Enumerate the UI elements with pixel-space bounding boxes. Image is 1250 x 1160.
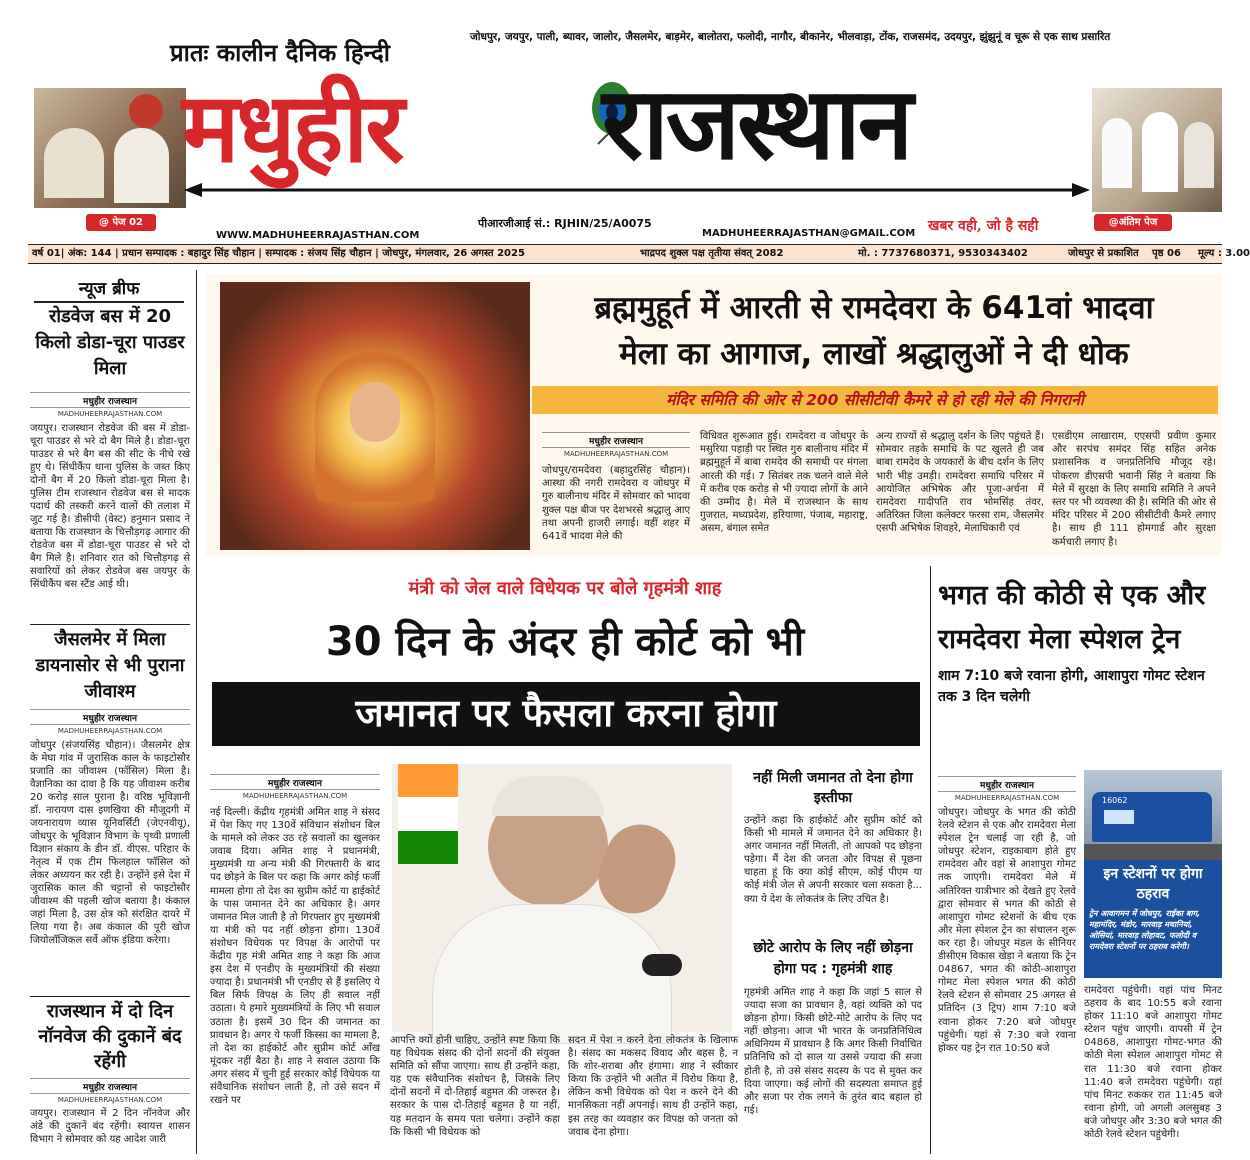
page-count: पृष्ठ 06 — [1152, 248, 1181, 259]
brief-credit: मधुहीर राजस्थान — [30, 1078, 190, 1093]
train-subhead: शाम 7:10 बजे रवाना होगी, आशापुरा गोमट स्टेशन तक 3 दिन चलेगी — [938, 668, 1205, 705]
brief-item — [30, 996, 190, 1145]
masthead-tagline: प्रातः कालीन दैनिक हिन्दी — [170, 38, 390, 67]
side-text-bail: उन्होंने कहा कि हाईकोर्ट और सुप्रीम कोर्ट को किसी भी मामले में जमानत देने का अधिकार है। अगर जमानत नहीं मिलती, तो आपको पद छोड़ना पड़ेगा। मैं देश की जनता और विपक्ष से पूछना चाहता हूं कि क्या कोई सीएम, कोई पीएम या कोई मंत्री जेल से अपनी सरकार चला सकता है... क्या ये देश के लोकतंत्र के लिए उचित है। — [744, 815, 922, 905]
masthead-cities: जोधपुर, जयपुर, पाली, ब्यावर, जालोर, जैसलमेर, बाड़मेर, बालोतरा, फलोदी, नागौर, बीकानेर, भीलवाड़ा, टोंक, राजसमंद, उदयपुर, झुंझुनूं व चूरू से एक साथ प्रसारित — [470, 31, 1111, 43]
lead-web: MADHUHEERRAJASTHAN.COM — [542, 447, 690, 458]
right-masthead-photo — [1092, 88, 1222, 212]
train-photo — [1084, 770, 1222, 860]
brief-column-divider — [196, 270, 197, 1154]
shah-body: सदन में पेश न करने देना लोकतंत्र के खिलाफ है। संसद का मकसद विवाद और बहस है, न कि शोर-शराबा और हंगामा। शाह ने स्वीकार किया कि उन्होंने भी अतीत में विरोध किया है, लेकिन कभी विधेयक को पेश न करने देने की मानसिकता नहीं अपनाई। साथ ही उन्होंने कहा, इस तरह का व्यवहार कर विपक्ष को जनता को जवाब देना होगा। — [568, 1035, 738, 1138]
masthead-title-red: मधुहीर — [182, 72, 402, 184]
masthead-title-black: राजस्थान — [602, 65, 911, 182]
shah-column-1 — [210, 774, 380, 1152]
brief-body: जोधपुर (संजयसिंह चौहान)। जैसलमेर क्षेत्र के मेघा गांव में जुरासिक काल के फाइटोसौर प्रजाति का जीवाश्म (फॉसिल) मिला है। वैज्ञानिका का दावा है कि यह जीवाश्म करीब 20 करोड़ साल पुराना है। वरिष्ठ भूविज्ञानी डॉ. नारायण दास इणखिया की मौजूदगी में जयनारायण व्यास यूनिवर्सिटी (जेएनवीयू), जोधपुर के भूविज्ञान विभाग के पृथ्वी प्रणाली विज्ञान संकाय के डीन डॉ. वीएस. परिहार के नेतृत्व में एक टीम फिलहाल फॉसिल को लेकर अध्ययन कर रही है। उन्होंने इसे देश में जुरासिक काल की चट्टानों से फाइटोसौर जीवाश्म की पहली खोज बताया है। कंकाल जहां मिला है, उस क्षेत्र को संरक्षित दायरे में लिया गया है। अब कंकाल की पूरी खोज जियोलॉजिकल सर्वे ऑफ इंडिया करेगा। — [30, 740, 190, 946]
lead-headline-1[interactable]: ब्रह्ममुहूर्त में आरती से रामदेवरा के 641वां भादवा — [594, 290, 1154, 326]
last-page-badge[interactable]: @अंतिम पेज — [1094, 214, 1172, 231]
lead-body: एसडीएम लाखाराम, एएसपी प्रवीण कुमार और सरपंच समंदर सिंह सहित अनेक प्रशासनिक व जनप्रतिनिधि मौजूद रहे। पोकरण डीएसपी भवानी सिंह ने बताया कि मेले में सुरक्षा के लिए समाधि समिति ने अपने स्तर पर भी व्यवस्था की है। समिति की ओर से मंदिर परिसर में 200 सीसीटीवी कैमरे लगाए है। साथ ही 111 होमगार्ड और सुरक्षा कर्मचारी लगाए है। — [1052, 431, 1216, 548]
brief-credit: मधुहीर राजस्थान — [30, 709, 190, 724]
train-story — [938, 574, 1222, 1154]
microphone-icon — [642, 954, 682, 976]
train-column-1 — [938, 776, 1076, 1146]
shah-headline-1[interactable]: 30 दिन के अंदर ही कोर्ट को भी — [325, 619, 805, 665]
shah-kicker: मंत्री को जेल वाले विधेयक पर बोले गृहमंत्री शाह — [408, 578, 722, 599]
shah-body: नई दिल्ली। केंद्रीय गृहमंत्री अमित शाह ने संसद में पेश किए गए 130वें संविधान संशोधन बिल के मामले को लेकर उठ रहे सवालों का खुलकर जवाब दिया। अमित शाह ने प्रधानमंत्री, मुख्यमंत्री या अन्य मंत्री की गिरफ्तारी के बाद पद छोड़ने के बिल पर कहा कि अगर कोई फर्जी मामला होगा तो देश का सुप्रीम कोर्ट या हाईकोर्ट के पास जमानत देने का अधिकार है। अगर जमानत मिल जाती है तो गिरफ्तार हुए मुख्यमंत्री या मंत्री को पद नहीं छोड़ना होगा। 130वें संशोधन विधेयक पर विपक्ष के आरोपों पर केंद्रीय गृह मंत्री अमित शाह ने कहा कि आज इस देश में एनडीए के मुख्यमंत्रियों की संख्या ज्यादा है। प्रधानमंत्री भी एनडीए से हैं इसलिए ये बिल सिर्फ विपक्ष के लिए ही सवाल नहीं उठाता। ये हमारे मुख्यमंत्रियों के लिए भी सवाल उठाता है। इसमें 30 दिन की जमानत का प्रावधान है। अगर ये फर्जी किस्सा का मामला है, तो देश का हाईकोर्ट और सुप्रीम कोर्ट आँख मूंदकर नहीं बैठा है। शाह ने सवाल उठाया कि अगर संसद में चुनी हुई सरकार कोई विधेयक या संवैधानिक संशोधन लाती है, तो उसे सदन में रखने पर — [210, 807, 380, 1107]
shah-train-divider — [930, 566, 931, 1154]
train-body: जोधपुर। जोधपुर के भगत की कोठी रेलवे स्टेशन से एक और रामदेवरा मेला स्पेशल ट्रेन चलाई जा रही है, जो जोधपुर स्टेशन, राइकाबाग होते हुए रामदेवरा और वहां से आशापुरा गोमट तक जाएगी। रामदेवरा मेले में अतिरिक्त यात्रीभार को देखते हुए रेलवे द्वारा सोमवार से भगत की कोठी से आशापुरा गोमट स्टेशनों के बीच एक और मेला स्पेशल ट्रेन का संचालन शुरू कर रहा है। जोधपुर मंडल के सीनियर डीसीएम विकास खेड़ा ने बताया कि ट्रेन 04867, भगत की कोठी-आशापुरा गोमट मेला स्पेशल भगत की कोठी रेलवे स्टेशन से सोमवार 25 अगस्त से प्रतिदिन (3 ट्रिप) शाम 7:10 बजे रवाना होकर 7:20 बजे जोधपुर पहुंचेगी। यहां से 7:30 बजे रवाना होकर यह ट्रेन रात 10:50 बजे — [938, 807, 1076, 1054]
lead-column-1 — [542, 432, 690, 568]
brief-web: MADHUHEERRAJASTHAN.COM — [30, 724, 190, 735]
page-02-badge[interactable]: @ पेज 02 — [86, 214, 156, 231]
brief-headline[interactable]: रोडवेज बस में 20 किलो डोडा-चूरा पाउडर मिला — [35, 306, 185, 379]
lead-photo — [220, 282, 530, 550]
shah-body: आपत्ति क्यों होनी चाहिए, उन्होंने स्पष्ट किया कि यह विधेयक संसद की दोनों सदनों की संयुक्त समिति को सौंपा जाएगा। साथ ही उन्होंने कहा, यह एक संवैधानिक संशोधन है, जिसके लिए दोनों सदनों में दो-तिहाई बहुमत की जरूरत है। सरकार के पास दो-तिहाई बहुमत है या नहीं, यह मतदान के समय पता चलेगा। उन्होंने कहा कि किसी भी विधेयक को — [390, 1035, 560, 1138]
info-bar — [28, 244, 1250, 264]
website-link[interactable]: WWW.MADHUHEERRAJASTHAN.COM — [216, 230, 420, 241]
train-headline[interactable]: भगत की कोठी से एक और रामदेवरा मेला स्पेशल ट्रेन — [938, 580, 1206, 655]
lead-headline-2[interactable]: मेला का आगाज, लाखों श्रद्धालुओं ने दी धोक — [619, 336, 1129, 372]
shah-side-column — [744, 766, 922, 1160]
brief-body: जयपुर। राजस्थान रोडवेज की बस में डोडा-चूरा पाउडर से भरे दो बैग मिले है। डोडा-चूरा पाउडर से भरे बैग बस की सीट के नीचे रखे हुए थे। सिंधीकैंप थाना पुलिस के जब्त किए दोनों बैग में 20 किलो डोडा-चूरा मिला है। पुलिस टीम राजस्थान रोडवेज बस से मादक पदार्थ की तस्करी करने वालों की तलाश में जुट गई है। डीसीपी (वेस्ट) हनुमान प्रसाद ने बताया कि राजस्थान के चित्तौड़गढ़ आगार की रोडवेज बस में डोडा-चूरा पाउडर से भरे दो बैग मिले है। शनिवार रात को चित्तौड़गढ़ से सवारियों को लेकर रोडवेज बस जयपुर के सिंधीकैंप बस स्टैंड आई थी। — [30, 423, 190, 590]
arrow-flourish-icon — [182, 182, 1092, 196]
left-masthead-photo — [34, 88, 186, 208]
lead-body: जोधपुर/रामदेवरा (बहादुरसिंह चौहान)। आस्था की नगरी रामदेवरा व जोधपुर में गुरु बालीनाथ मंदिर में सोमवार को भादवा शुक्ल पक्ष बीज पर देशभरसे श्रद्धालु आए तथा अपनी हाजरी लगाई। वहीं शहर में 641वें भादवा मेले की — [542, 465, 690, 543]
side-head-minor-charges: छोटे आरोप के लिए नहीं छोड़ना होगा पद : गृहमंत्री शाह — [753, 940, 913, 977]
halts-box — [1084, 860, 1222, 978]
shah-headline-2[interactable]: जमानत पर फैसला करना होगा — [212, 682, 920, 746]
phone-number: मो. : 7737680371, 9530343402 — [858, 248, 1028, 259]
side-head-bail: नहीं मिली जमानत तो देना होगा इस्तीफा — [753, 770, 913, 806]
registration-number: पीआरजीआई सं.: RJHIN/25/A0075 — [478, 217, 652, 230]
shah-photo — [392, 764, 732, 1032]
brief-item — [30, 624, 190, 973]
india-flag-icon — [398, 764, 458, 864]
halts-box-title: इन स्टेशनों पर होगा ठहराव — [1103, 866, 1203, 902]
lead-story — [206, 274, 1222, 556]
email-link[interactable]: MADHUHEERRAJASTHAN@GMAIL.COM — [702, 228, 916, 239]
train-web: MADHUHEERRAJASTHAN.COM — [938, 791, 1076, 802]
lead-body: अन्य राज्यों से श्रद्धालु दर्शन के लिए पहुंचते हैं। सोमवार तड़के समाधि के पट खुलते ही जब बाबा रामदेव के जयकारों के बीच दर्शन के लिए भारी भीड़ उमड़ी। रामदेवरा समाधि परिसर में आयोजित अभिषेक और पूजा-अर्चना में रामदेवरा गादीपति राव भोमसिंह तंवर, अतिरिक्त जिला कलेक्टर फरसा राम, जैसलमेर एसपी अभिषेक शिवहरे, मेलाधिकारी एवं — [876, 431, 1044, 535]
price: मूल्य : 3.00 — [1198, 248, 1250, 259]
train-body: रामदेवरा पहुंचेगी। यहां पांच मिनट ठहराव के बाद 10:55 बजे रवाना होकर 11:10 बजे आशापुरा गोमट स्टेशन पहुंच जाएगी। वापसी में ट्रेन 04868, आशापुरा गोमट-भगत की कोठी मेला स्पेशल आशापुरा गोमट से रात 11:30 बजे रवाना होकर 11:40 बजे रामदेवरा पहुंचेगी। यहां पांच मिनट रुककर रात 11:45 बजे रवाना होगी, जो अगली अलसुबह 3 बजे जोधपुर और 3:30 बजे भगत की कोठी रेलवे स्टेशन पहुंचेगी। — [1084, 985, 1222, 1141]
brief-credit: मधुहीर राजस्थान — [30, 392, 190, 407]
brief-web: MADHUHEERRAJASTHAN.COM — [30, 1093, 190, 1104]
train-credit: मधुहीर राजस्थान — [938, 776, 1076, 791]
brief-item — [30, 304, 190, 604]
edition-info: वर्ष 01| अंक: 144 | प्रधान सम्पादक : बहादुर सिंह चौहान | सम्पादक : संजय सिंह चौहान | जोधपुर, मंगलवार, 26 अगस्त 2025 — [32, 248, 525, 259]
lead-subhead: मंदिर समिति की ओर से 200 सीसीटीवी कैमरे से हो रही मेले की निगरानी — [532, 386, 1218, 414]
hindu-date: भाद्रपद शुक्ल पक्ष तृतीया संवत् 2082 — [640, 248, 784, 259]
news-brief-label: न्यूज ब्रीफ — [34, 276, 184, 303]
slogan: खबर वही, जो है सही — [928, 218, 1039, 234]
lead-body: विधिवत शुरूआत हुई। रामदेवरा व जोधपुर के मसुरिया पहाड़ी पर स्थित गुरु बालीनाथ मंदिर में ब्रह्ममुहूर्त में बाबा रामदेव की समाधी पर मंगला आरती की गई। 7 सितंबर तक चलने वाले मेले में करीब एक करोड़ से भी ज्यादा लोगों के आने की उम्मीद है। मेले में राजस्थान के साथ गुजरात, मध्यप्रदेश, हरियाणा, पंजाब, महाराष्ट्र, असम, बंगाल समेत — [700, 431, 868, 535]
brief-headline[interactable]: जैसलमेर में मिला डायनासोर से भी पुराना जीवाश्म — [35, 629, 185, 702]
side-text-minor-charges: गृहमंत्री अमित शाह ने कहा कि जहां 5 साल से ज्यादा सजा का प्रावधान है, वहां व्यक्ति को पद छोड़ना होगा। किसी छोटे-मोटे आरोप के लिए पद नहीं छोड़ना। आज भी भारत के जनप्रतिनिधित्व अधिनियम में प्रावधान है कि अगर किसी निर्वाचित प्रतिनिधि को दो साल या उससे ज्यादा की सजा होती है, तो उसे संसद सदस्य के पद से मुक्त कर दिया जाएगा। कई लोगों की सदस्यता समाप्त हुई और सजा पर रोक लगने के तुरंत बाद बहाल हो गई। — [744, 987, 922, 1116]
halts-box-text: ट्रेन आवागमन में जोधपुर, राईका बाग, महामंदिर, मंडोर, मारवाड़ मथानियां, ओसियां, मारवाड़ लोहावट, फलोदी व रामदेवरा स्टेशनों पर ठहराव करेगी। — [1089, 909, 1201, 951]
brief-web: MADHUHEERRAJASTHAN.COM — [30, 407, 190, 418]
brief-headline[interactable]: राजस्थान में दो दिन नॉनवेज की दुकानें बंद रहेंगी — [38, 1001, 182, 1072]
published-from: जोधपुर से प्रकाशित — [1068, 248, 1139, 259]
lead-credit: मधुहीर राजस्थान — [542, 432, 690, 447]
train-number: 16062 — [1102, 796, 1128, 805]
masthead — [0, 0, 1242, 244]
masthead-logo — [182, 62, 1092, 212]
shah-credit: मधुहीर राजस्थान — [210, 774, 380, 789]
shah-web: MADHUHEERRAJASTHAN.COM — [210, 789, 380, 800]
brief-body: जयपुर। राजस्थान में 2 दिन नॉनवेज और अंडे की दुकानें बंद रहेंगी। स्वायत्त शासन विभाग ने सोमवार को यह आदेश जारी — [30, 1108, 190, 1145]
